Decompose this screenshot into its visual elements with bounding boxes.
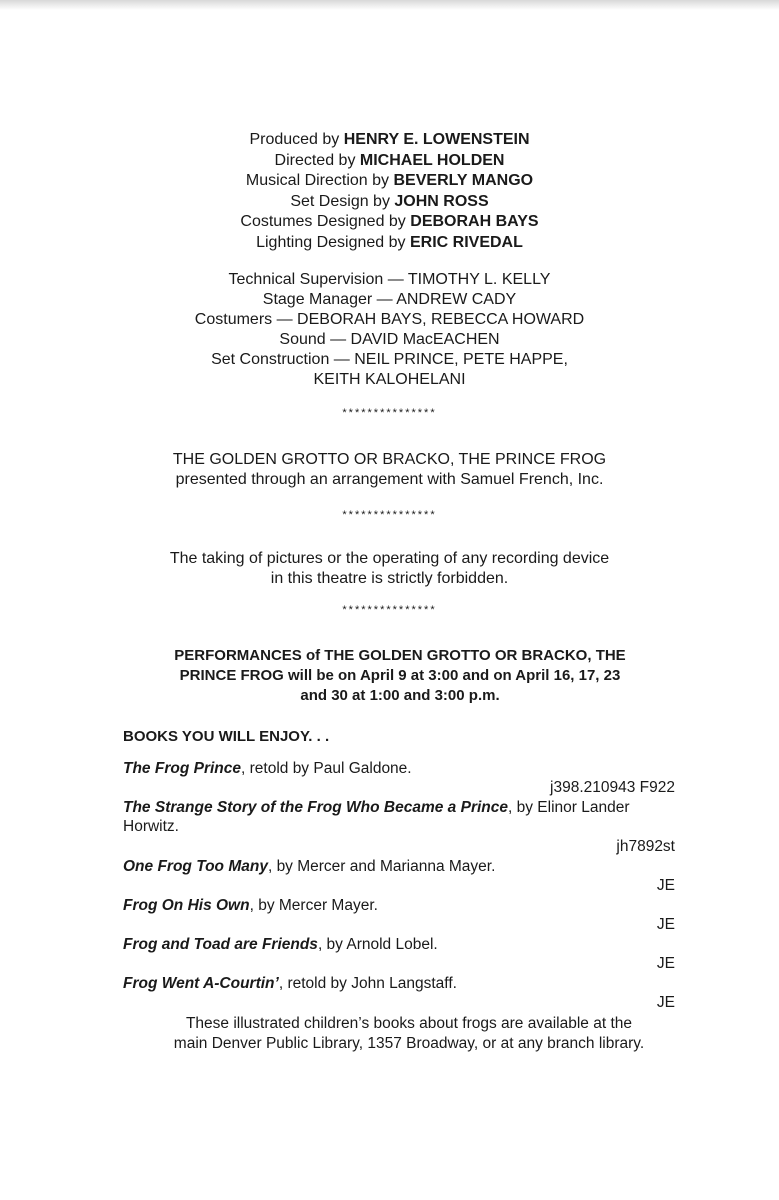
crew-line: Technical Supervision — TIMOTHY L. KELLY [228,271,551,288]
library-note: These illustrated children’s books about frogs are available at the main Denver Public Library, 1357 Broadway, or at any branch library. [173,1015,645,1052]
crew-line: Stage Manager — ANDREW CADY [262,291,517,308]
book-entry: One Frog Too Many, by Mercer and Marianna Mayer. [123,858,496,875]
book-entry: Frog On His Own, by Mercer Mayer. [123,897,378,914]
credit-line: Musical Direction by BEVERLY MANGO [245,172,534,189]
crew-line: Set Construction — NEIL PRINCE, PETE HAPPE, [211,351,568,368]
call-number: JE [656,877,675,894]
book-entry: The Strange Story of the Frog Who Became a Prince, by Elinor Lander Horwitz. [123,799,630,835]
book-entry: Frog Went A-Courtin’, retold by John Langstaff. [123,975,457,992]
call-number: j398.210943 F922 [550,779,675,796]
production-credits [0,130,779,253]
call-number: JE [656,994,675,1011]
credit-line: Directed by MICHAEL HOLDEN [274,151,505,169]
call-number: jh7892st [616,838,675,855]
page-edge-shadow [0,0,779,10]
crew-credits [0,270,779,390]
arrangement-note: THE GOLDEN GROTTO OR BRACKO, THE PRINCE FROG presented through an arrangement with Samuel French, Inc. [172,451,607,488]
books-heading: BOOKS YOU WILL ENJOY. . . [123,728,330,745]
crew-line: KEITH KALOHELANI [313,371,466,388]
separator: *************** [342,604,437,616]
call-number: JE [656,955,675,972]
call-number: JE [656,916,675,933]
crew-line: Sound — DAVID MacEACHEN [279,331,500,348]
crew-line: Costumers — DEBORAH BAYS, REBECCA HOWARD [194,311,585,328]
credit-line: Produced by HENRY E. LOWENSTEIN [249,131,530,148]
recording-notice: The taking of pictures or the operating of any recording device in this theatre is strictly forbidden. [169,550,610,587]
separator: *************** [342,509,437,521]
book-entry: Frog and Toad are Friends, by Arnold Lobel. [123,936,438,953]
credit-line: Set Design by JOHN ROSS [290,192,489,210]
credit-line: Lighting Designed by ERIC RIVEDAL [256,233,523,251]
credit-line: Costumes Designed by DEBORAH BAYS [240,213,539,230]
separator: *************** [342,407,437,419]
performance-schedule: PERFORMANCES of THE GOLDEN GROTTO OR BRACKO, THE PRINCE FROG will be on April 9 at 3:00 and on April 16, 17, 23 and 30 at 1:00 and 3:00 p.m. [174,647,626,704]
book-entry: The Frog Prince, retold by Paul Galdone. [123,760,412,777]
